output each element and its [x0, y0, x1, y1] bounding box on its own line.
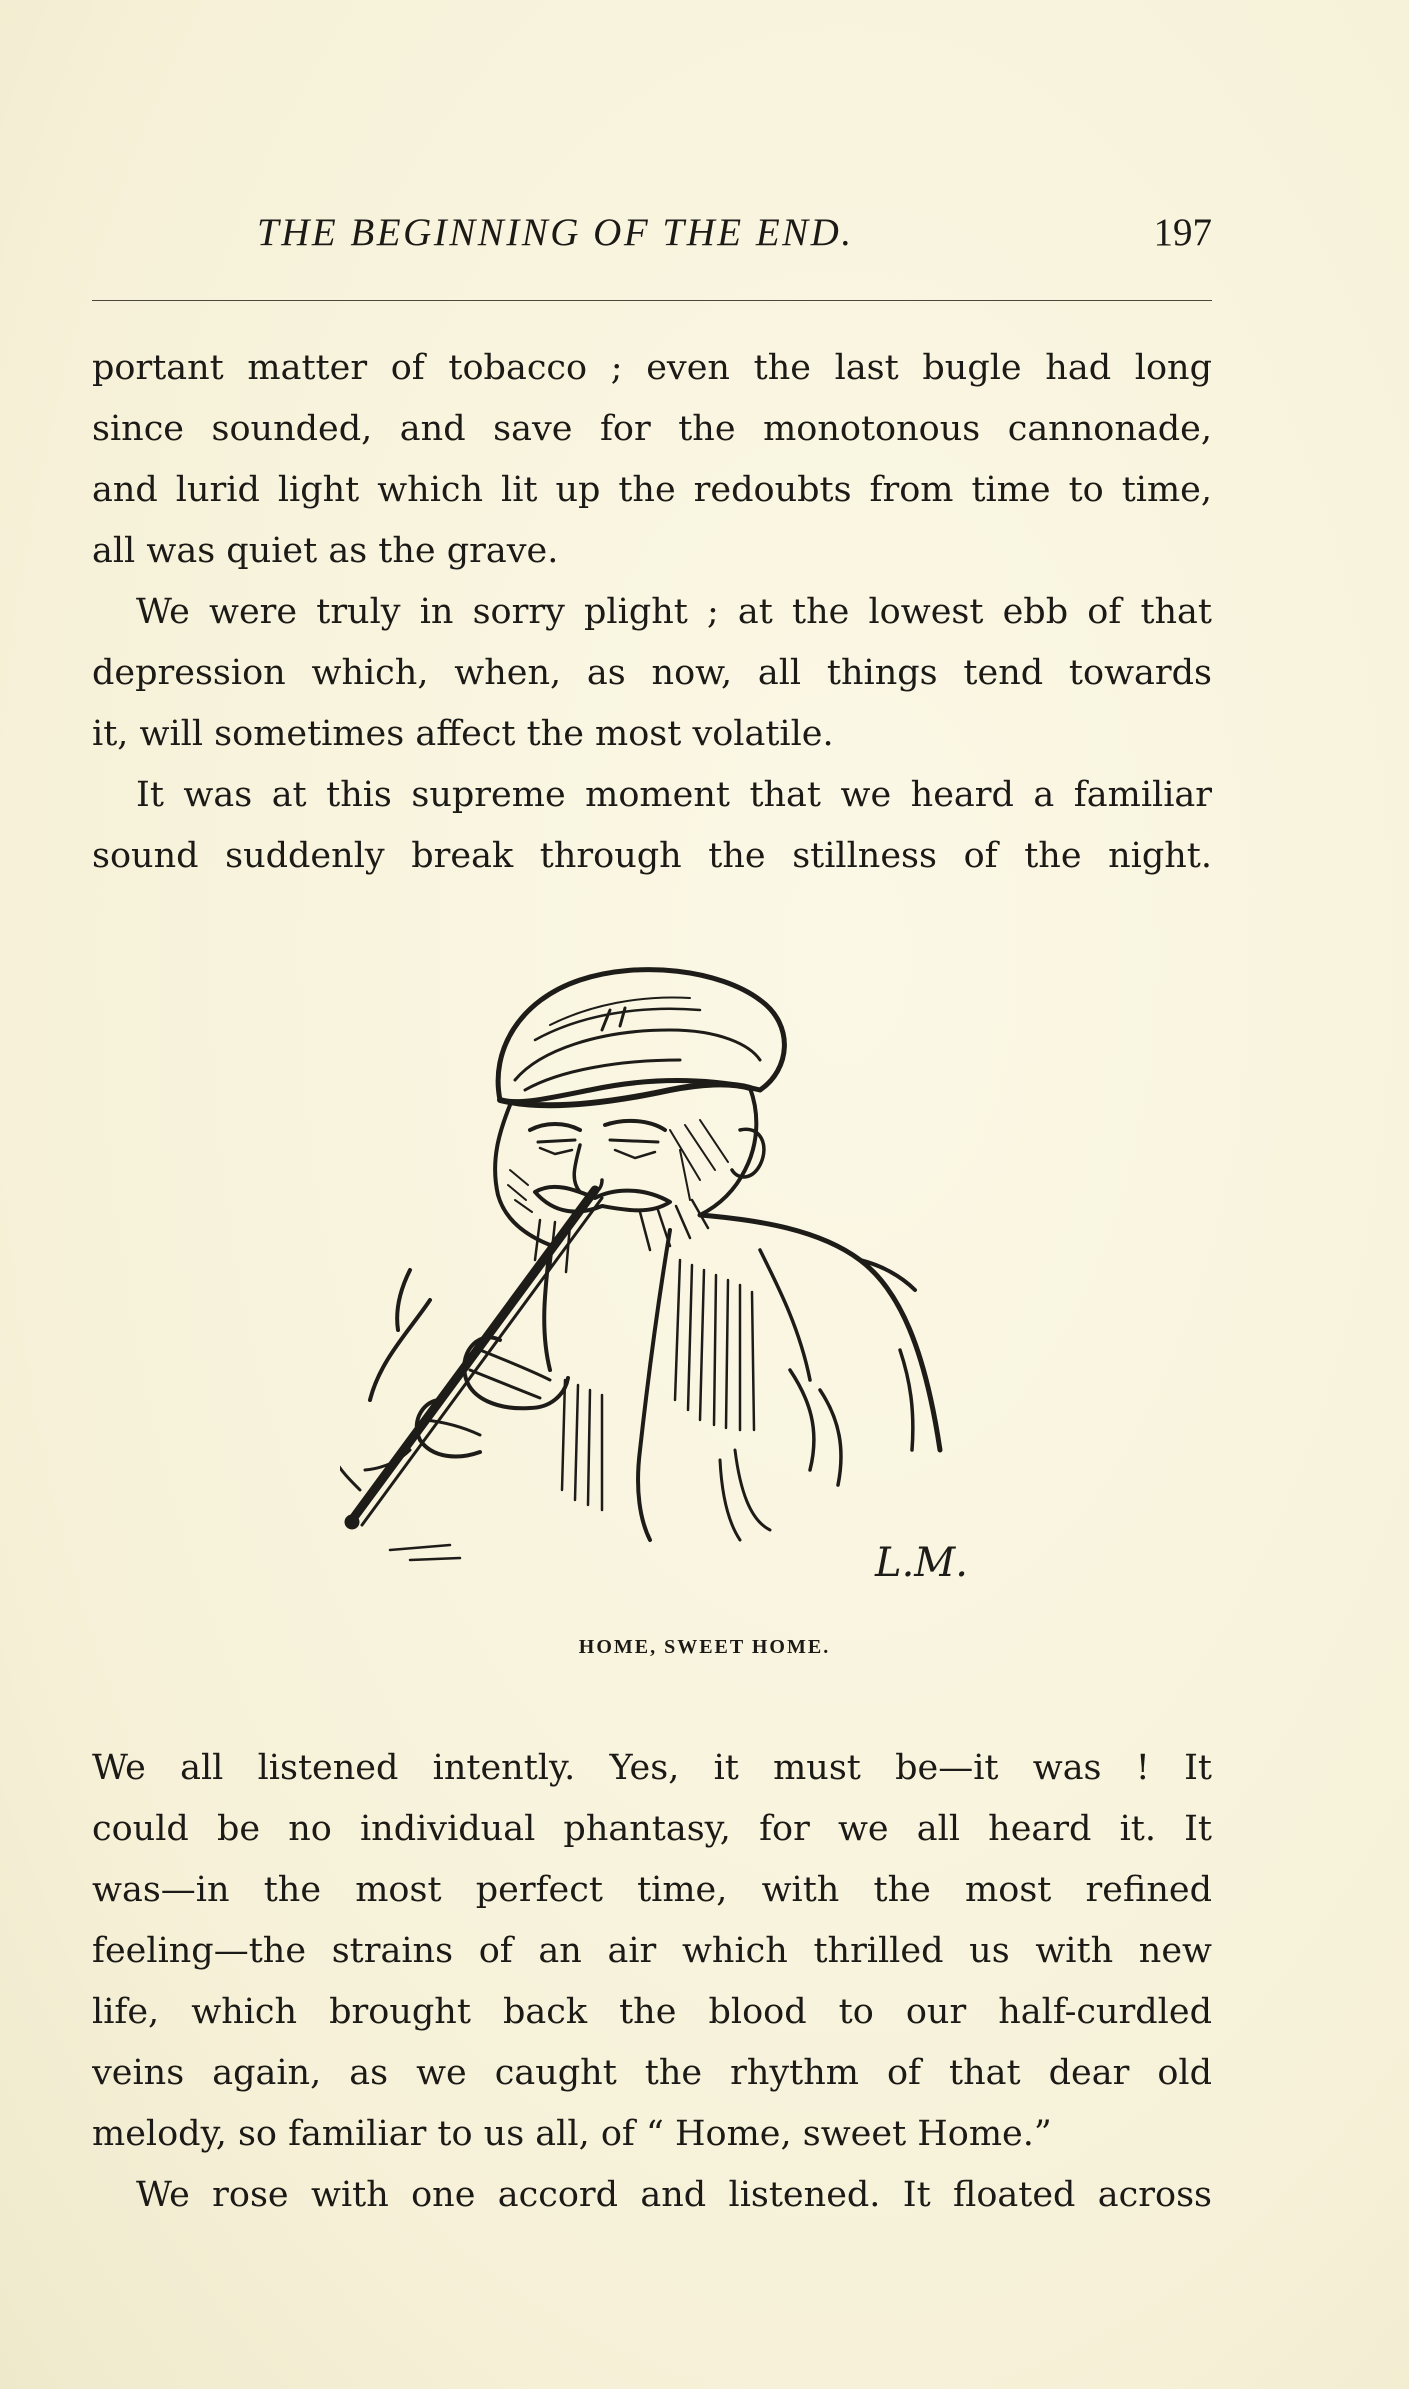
- text-line: We rose with one accord and listened. It floated across: [136, 2175, 1212, 2215]
- text-line: depression which, when, as now, all things tend towards: [92, 653, 1212, 693]
- running-title: THE BEGINNING OF THE END.: [257, 211, 854, 254]
- illustration-bugler: [340, 930, 980, 1610]
- text-line: sound suddenly break through the stillness of the night.: [92, 836, 1212, 876]
- paragraph: [92, 2165, 1212, 2226]
- paragraph: [92, 1738, 1212, 2165]
- text-line: all was quiet as the grave.: [92, 531, 559, 571]
- text-line: life, which brought back the blood to our half-curdled: [92, 1992, 1212, 2032]
- text-line: it, will sometimes affect the most volatile.: [92, 714, 834, 754]
- paragraph: [92, 338, 1212, 582]
- bugler-drawing: [340, 930, 980, 1610]
- page-header: [92, 210, 1212, 266]
- text-line: melody, so familiar to us all, of “ Home, sweet Home.”: [92, 2114, 1052, 2154]
- paragraph: [92, 765, 1212, 887]
- body-text-top: [92, 338, 1212, 887]
- illustrator-signature: L.M.: [875, 1540, 968, 1586]
- text-line: portant matter of tobacco ; even the last bugle had long: [92, 348, 1212, 388]
- text-line: and lurid light which lit up the redoubts from time to time,: [92, 470, 1212, 510]
- text-line: veins again, as we caught the rhythm of that dear old: [92, 2053, 1212, 2093]
- text-line: We were truly in sorry plight ; at the lowest ebb of that: [136, 592, 1212, 632]
- figure-caption: HOME, SWEET HOME.: [578, 1636, 831, 1658]
- header-rule: [92, 300, 1212, 301]
- text-line: could be no individual phantasy, for we all heard it. It: [92, 1809, 1212, 1849]
- text-line: It was at this supreme moment that we heard a familiar: [136, 775, 1212, 815]
- text-line: We all listened intently. Yes, it must be—it was ! It: [92, 1748, 1212, 1788]
- paragraph: [92, 582, 1212, 765]
- page-number: 197: [1153, 211, 1212, 254]
- text-line: since sounded, and save for the monotonous cannonade,: [92, 409, 1212, 449]
- text-line: feeling—the strains of an air which thrilled us with new: [92, 1931, 1212, 1971]
- body-text-bottom: [92, 1738, 1212, 2226]
- text-line: was—in the most perfect time, with the most refined: [92, 1870, 1212, 1910]
